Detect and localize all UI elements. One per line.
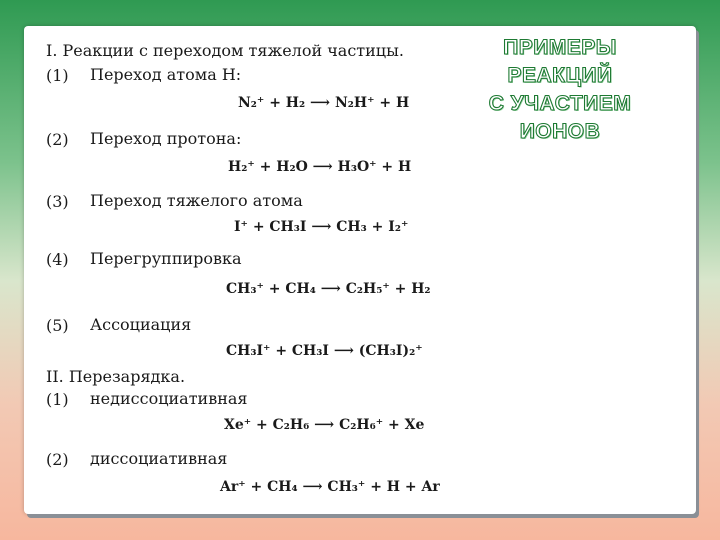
- item7-label: диссоциативная: [90, 449, 228, 468]
- item5-label: Ассоциация: [90, 315, 192, 334]
- slide-title-line-3: С УЧАСТИЕМ: [488, 92, 632, 115]
- item1-number: (1): [46, 66, 69, 85]
- item1-label: Переход атома Н:: [90, 65, 242, 84]
- item2-label: Переход протона:: [90, 129, 242, 148]
- slide-title-line-1: ПРИМЕРЫ: [503, 36, 617, 59]
- item6-label: недиссоциативная: [90, 389, 248, 408]
- item7-equation: Ar⁺ + CH₄ ⟶ CH₃⁺ + H + Ar: [220, 479, 440, 495]
- slide-title-line-4: ИОНОВ: [519, 120, 601, 143]
- slide-title: [470, 34, 650, 146]
- section2-heading: II. Перезарядка.: [46, 367, 186, 386]
- item7-number: (2): [46, 450, 69, 469]
- item4-number: (4): [46, 250, 69, 269]
- section1-heading: I. Реакции с переходом тяжелой частицы.: [46, 41, 404, 60]
- item6-number: (1): [46, 390, 69, 409]
- item3-equation: I⁺ + CH₃I ⟶ CH₃ + I₂⁺: [234, 219, 409, 235]
- item2-equation: H₂⁺ + H₂O ⟶ H₃O⁺ + H: [228, 159, 412, 175]
- item5-number: (5): [46, 316, 69, 335]
- slide-title-line-2: РЕАКЦИЙ: [507, 64, 613, 87]
- item3-label: Переход тяжелого атома: [90, 191, 303, 210]
- item2-number: (2): [46, 130, 69, 149]
- item3-number: (3): [46, 192, 69, 211]
- item4-label: Перегруппировка: [90, 249, 242, 268]
- item6-equation: Xe⁺ + C₂H₆ ⟶ C₂H₆⁺ + Xe: [224, 417, 425, 433]
- item4-equation: CH₃⁺ + CH₄ ⟶ C₂H₅⁺ + H₂: [226, 281, 431, 297]
- item5-equation: CH₃I⁺ + CH₃I ⟶ (CH₃I)₂⁺: [226, 343, 423, 359]
- item1-equation: N₂⁺ + H₂ ⟶ N₂H⁺ + H: [238, 95, 410, 111]
